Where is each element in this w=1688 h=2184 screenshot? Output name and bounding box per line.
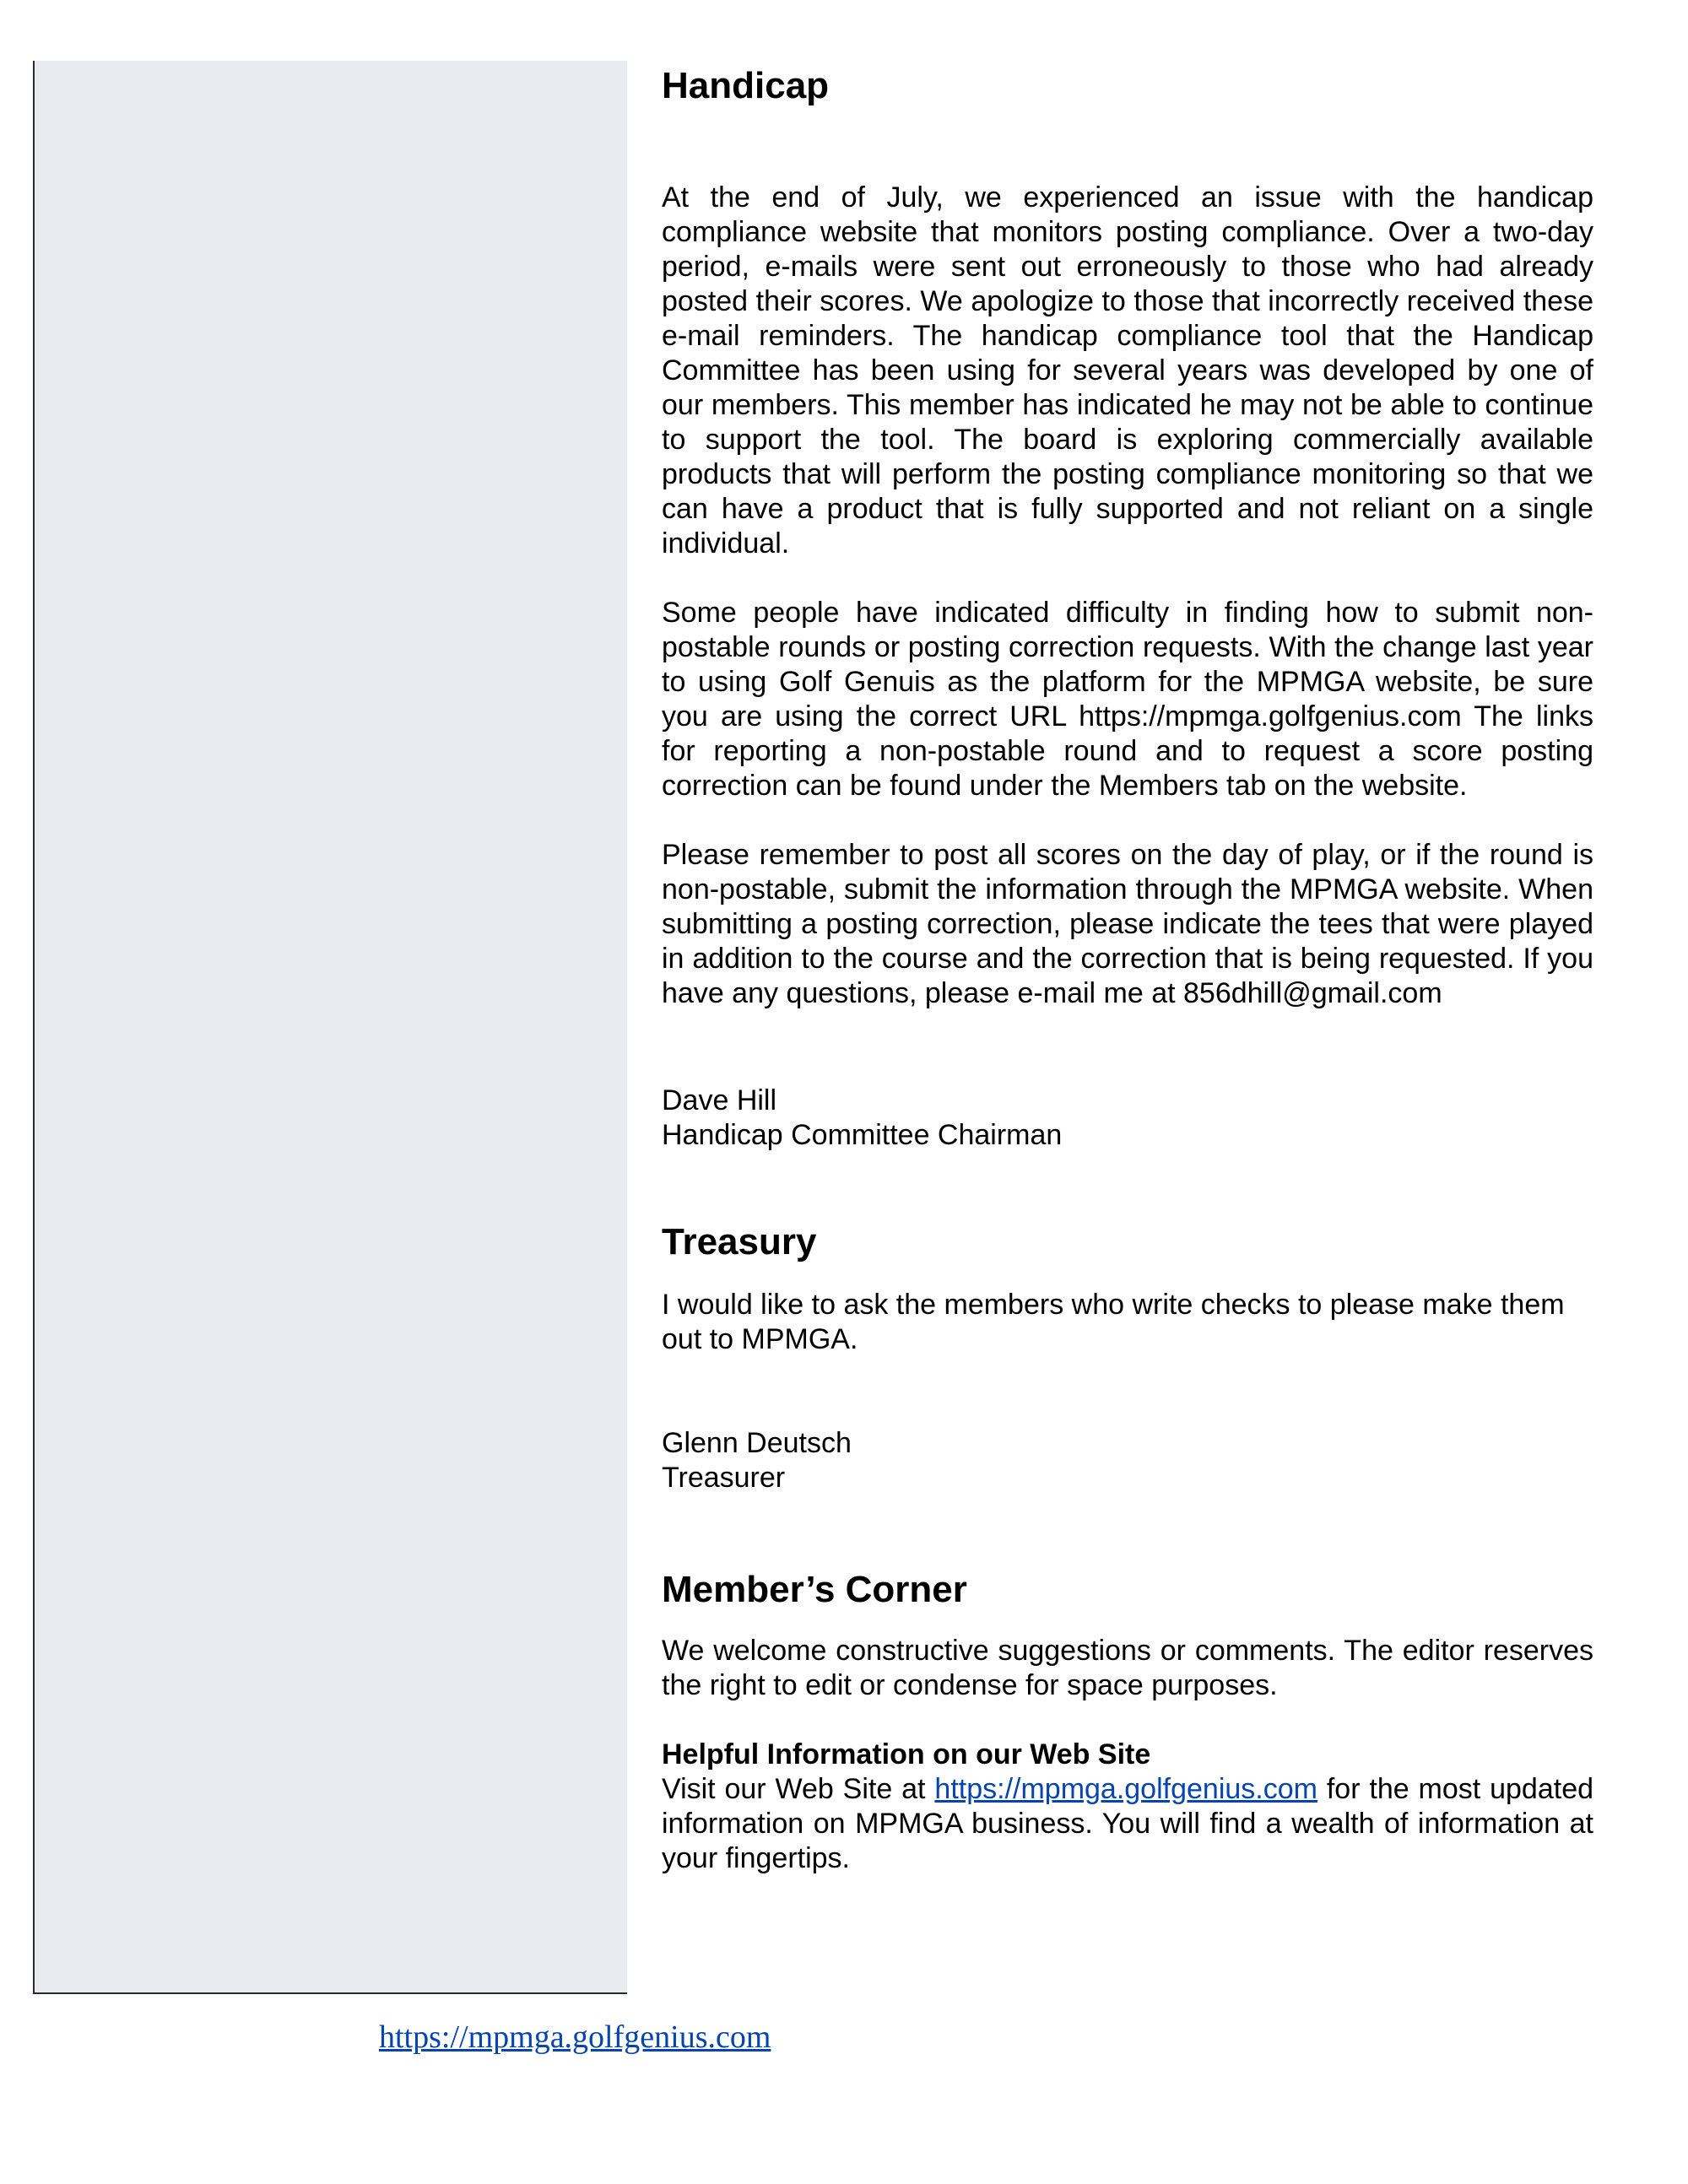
handicap-heading: Handicap xyxy=(662,65,830,106)
web-site-text-after: for the most updated information on MPMGA business. You will find a wealth of information at your fingertips. xyxy=(662,1773,1594,1874)
members-corner-heading: Member’s Corner xyxy=(662,1569,967,1610)
web-site-paragraph xyxy=(662,1772,1593,1876)
web-site-subheading: Helpful Information on our Web Site xyxy=(662,1738,1151,1770)
web-site-link[interactable]: https://mpmga.golfgenius.com xyxy=(934,1773,1317,1805)
sidebar-panel xyxy=(33,61,627,1994)
handicap-signature-title: Handicap Committee Chairman xyxy=(662,1119,1063,1151)
members-corner-section xyxy=(662,1565,1593,1876)
handicap-section xyxy=(662,61,1593,1153)
handicap-paragraph-3: Please remember to post all scores on the day of play, or if the round is non-postable, submit the information through the MPMGA website. When submitting a posting correction, please indicate the tees that were played in addition to the course and the correction that is being requested. If you have any questions, please e-mail me at 856dhill@gmail.com xyxy=(662,839,1593,1009)
handicap-paragraph-1: At the end of July, we experienced an issue with the handicap compliance website that monitors posting compliance. Over a two-day period, e-mails were sent out erroneously to those who had already posted their scores. We apologize to those that incorrectly received these e-mail reminders. The handicap compliance tool that the Handicap Committee has been using for several years was developed by one of our members. This member has indicated he may not be able to continue to support the tool. The board is exploring commercially available products that will perform the posting compliance monitoring so that we can have a product that is fully supported and not reliant on a single individual. xyxy=(662,181,1593,560)
treasury-signature-title: Treasurer xyxy=(662,1462,786,1494)
handicap-signature-name: Dave Hill xyxy=(662,1084,777,1116)
members-corner-paragraph: We welcome constructive suggestions or comments. The editor reserves the right to edit or condense for space purposes. xyxy=(662,1635,1593,1701)
main-content xyxy=(662,61,1593,1876)
treasury-signature-name: Glenn Deutsch xyxy=(662,1427,852,1459)
handicap-paragraph-2: Some people have indicated difficulty in finding how to submit non-postable rounds or posting correction requests. With the change last year to using Golf Genuis as the platform for the MPMGA website, be sure you are using the correct URL https://mpmga.golfgenius.com The links for reporting a non-postable round and to request a score posting correction can be found under the Members tab on the website. xyxy=(662,597,1593,802)
web-site-text-before: Visit our Web Site at xyxy=(662,1773,926,1805)
treasury-paragraph: I would like to ask the members who write checks to please make them out to MPMGA. xyxy=(662,1289,1565,1355)
footer-link[interactable]: https://mpmga.golfgenius.com xyxy=(379,2019,771,2055)
treasury-section xyxy=(662,1217,1593,1495)
treasury-heading: Treasury xyxy=(662,1221,817,1262)
